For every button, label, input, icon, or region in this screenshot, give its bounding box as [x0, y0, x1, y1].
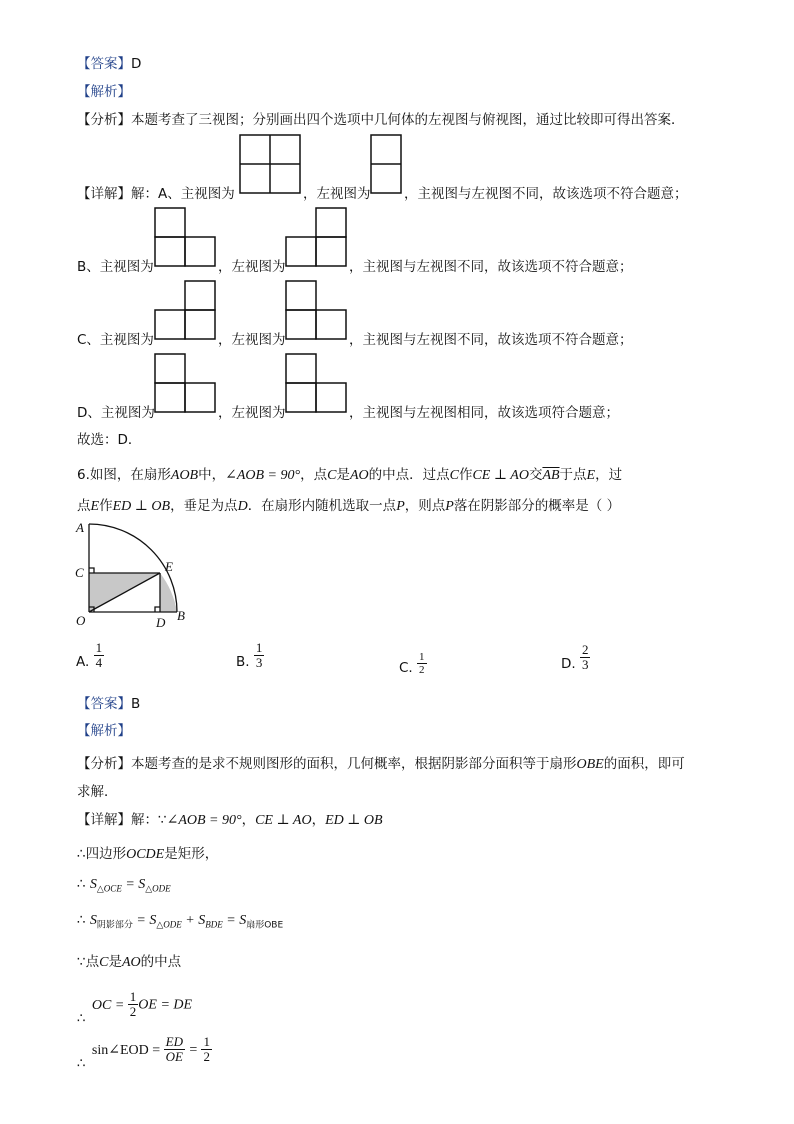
- label-b: B: [177, 608, 185, 623]
- row-a-mid: ，左视图为: [303, 186, 371, 202]
- step-math: S: [89, 877, 97, 892]
- analysis-tag: 【解析】: [77, 84, 131, 100]
- step-math: =: [184, 1042, 202, 1058]
- option-a: [76, 641, 104, 670]
- option-num: 2: [581, 642, 589, 657]
- step-math: S: [239, 913, 247, 928]
- detail-text: ，: [311, 812, 326, 828]
- row-d-post: ，主视图与左视图相同，故该选项符合题意；: [349, 405, 619, 421]
- row-a-pre: 解：A、主视图为: [131, 186, 235, 202]
- row-a-post: ，主视图与左视图不同，故该选项不符合题意；: [404, 186, 688, 202]
- detail-math: ED ⊥ OB: [325, 813, 383, 828]
- row-a-side-view: [370, 134, 404, 196]
- step-sin: [77, 1035, 212, 1072]
- row-d-pre: D、主视图为: [77, 405, 155, 421]
- step-text: ∴: [77, 1010, 86, 1027]
- conclusion: 故选：D．: [77, 432, 142, 448]
- step-text: ∵点: [77, 954, 100, 970]
- step-sub: △ODE: [145, 883, 171, 894]
- option-d: [561, 643, 590, 672]
- step-text: 的中点: [140, 954, 182, 970]
- q6-arc-ab: $\overline{AB}$: [542, 468, 560, 483]
- q6-text: 点: [77, 498, 91, 514]
- step-text: ∴: [77, 912, 86, 928]
- row-b-front-view: [154, 207, 218, 269]
- label-e: E: [165, 559, 173, 574]
- q6-math: P: [445, 499, 454, 514]
- detail-text: 解：∵: [131, 812, 167, 828]
- q6-answer-line: [77, 692, 140, 712]
- step-sub: 阴影部分: [96, 920, 133, 931]
- step-math: =: [222, 913, 240, 928]
- q6-text: ．在扇形内随机选取一点: [247, 498, 397, 514]
- frac-num: 1: [129, 989, 137, 1004]
- fenxi-math: OBE: [576, 757, 604, 772]
- q6-text: ，过: [595, 467, 623, 483]
- q6-math: P: [396, 499, 405, 514]
- row-d-side-view: [285, 353, 349, 415]
- row-a-front-view: [239, 134, 303, 196]
- step-math: +: [181, 913, 199, 928]
- row-c-post: ，主视图与左视图不同，故该选项不符合题意；: [349, 332, 633, 348]
- option-den: 2: [419, 664, 425, 676]
- row-b-pre: B、主视图为: [77, 259, 154, 275]
- option-label: D.: [561, 656, 576, 672]
- q6-text: ，点: [300, 467, 328, 483]
- answer-value: D: [131, 56, 142, 72]
- q6-math: C: [327, 468, 337, 483]
- q6-text: 交: [528, 467, 543, 483]
- step-math: OC =: [91, 997, 128, 1013]
- row-c-front-view: [154, 280, 218, 342]
- q6-line-2: [77, 494, 620, 515]
- detail-math: CE ⊥ AO: [255, 813, 312, 828]
- step-sub: △ODE: [156, 919, 182, 930]
- q6-text: 6.如图，在扇形: [77, 467, 171, 483]
- step-math: =: [132, 913, 150, 928]
- q6-analysis-tag: 【解析】: [77, 723, 131, 739]
- q6-math: AOB: [170, 468, 199, 483]
- label-o: O: [76, 613, 86, 628]
- fenxi-text: 的面积，即可: [603, 756, 685, 772]
- row-b-post: ，主视图与左视图不同，故该选项不符合题意；: [349, 259, 633, 275]
- answer-tag: 【答案】: [77, 696, 131, 712]
- q6-math: ED ⊥ OB: [112, 499, 171, 514]
- option-label: A.: [76, 654, 90, 670]
- q6-math: D: [237, 499, 248, 514]
- step-midpoint: [77, 950, 181, 971]
- detail-text: ，: [241, 812, 256, 828]
- fenxi-tag: 【分析】: [77, 756, 131, 772]
- option-label: C.: [399, 660, 413, 676]
- answer-line-5: [77, 52, 141, 72]
- q6-math: ∠AOB = 90°: [225, 468, 301, 483]
- option-b: [236, 641, 264, 670]
- q6-math: E: [90, 499, 100, 514]
- frac-den: 2: [129, 1004, 137, 1019]
- option-num: 1: [255, 640, 263, 655]
- option-num: 1: [95, 640, 103, 655]
- row-d-mid: ，左视图为: [218, 405, 286, 421]
- step-math: S: [149, 913, 157, 928]
- step-sub: △OCE: [96, 883, 122, 894]
- step-area-equal: [77, 876, 171, 895]
- q6-text: 中，: [198, 467, 226, 483]
- frac-num: 1: [203, 1034, 210, 1049]
- frac-den: 2: [203, 1049, 210, 1064]
- detail-tag: 【详解】: [77, 186, 131, 202]
- option-den: 3: [581, 657, 589, 672]
- step-text: ∴: [77, 1055, 86, 1072]
- q6-text: 作: [99, 498, 113, 514]
- option-c: [399, 651, 427, 676]
- label-d: D: [156, 615, 166, 630]
- option-num: 1: [419, 651, 425, 663]
- fenxi-tag: 【分析】: [77, 112, 131, 128]
- q6-text: 落在阴影部分的概率是（ ）: [453, 498, 621, 514]
- step-text: ∴: [77, 876, 86, 892]
- q6-text: ，垂足为点: [170, 498, 238, 514]
- q6-math: CE ⊥ AO: [472, 468, 529, 483]
- step-text: ∴四边形: [77, 846, 127, 862]
- detail-tag: 【详解】: [77, 812, 131, 828]
- detail-math: ∠AOB = 90°: [166, 813, 242, 828]
- frac-den: OE: [165, 1049, 183, 1064]
- row-c-mid: ，左视图为: [218, 332, 286, 348]
- step-text: 是: [108, 954, 122, 970]
- step-math: sin∠EOD =: [91, 1042, 164, 1058]
- q6-detail-line-1: [77, 808, 383, 829]
- step-math: OCDE: [126, 847, 165, 862]
- step-half: [77, 990, 192, 1027]
- q6-text: 作: [458, 467, 473, 483]
- q6-text: 的中点．过点: [368, 467, 450, 483]
- answer-value: B: [131, 696, 141, 712]
- q6-fenxi-line-1: [77, 752, 685, 773]
- row-b-mid: ，左视图为: [218, 259, 286, 275]
- q6-math: C: [449, 468, 459, 483]
- frac-num: ED: [165, 1034, 183, 1049]
- option-den: 3: [255, 655, 263, 670]
- step-math: OE = DE: [138, 997, 193, 1013]
- step-math: S: [138, 877, 146, 892]
- answer-tag: 【答案】: [77, 56, 131, 72]
- step-math: C: [99, 955, 109, 970]
- fenxi-line: [77, 108, 685, 128]
- fenxi-text: 本题考查的是求不规则图形的面积，几何概率，根据阴影部分面积等于扇形: [131, 756, 577, 772]
- q6-line-1: [77, 463, 622, 484]
- row-d-front-view: [154, 353, 218, 415]
- q6-text: 是: [336, 467, 350, 483]
- q6-math: AO: [349, 468, 369, 483]
- step-text: 是矩形，: [164, 846, 219, 862]
- q6-text: 于点: [559, 467, 587, 483]
- step-shaded-area: [77, 912, 283, 931]
- detail-row-a: [77, 182, 235, 202]
- fenxi-text: 本题考查了三视图；分别画出四个选项中几何体的左视图与俯视图，通过比较即可得出答案．: [131, 112, 685, 128]
- step-math: AO: [121, 955, 141, 970]
- step-math: S: [89, 913, 97, 928]
- step-sub: BDE: [205, 919, 223, 930]
- step-math: S: [198, 913, 206, 928]
- row-c-side-view: [285, 280, 349, 342]
- step-rectangle: [77, 842, 218, 863]
- option-label: B.: [236, 654, 250, 670]
- q6-math: E: [586, 468, 596, 483]
- q6-text: ，则点: [404, 498, 446, 514]
- label-c: C: [75, 565, 84, 580]
- sector-figure: [70, 518, 200, 633]
- label-a: A: [76, 520, 84, 535]
- step-sub: 扇形OBE: [246, 920, 284, 931]
- option-den: 4: [95, 655, 103, 670]
- q6-fenxi-line-2: 求解．: [77, 784, 118, 800]
- row-c-pre: C、主视图为: [77, 332, 154, 348]
- step-math: =: [121, 877, 139, 892]
- row-b-side-view: [285, 207, 349, 269]
